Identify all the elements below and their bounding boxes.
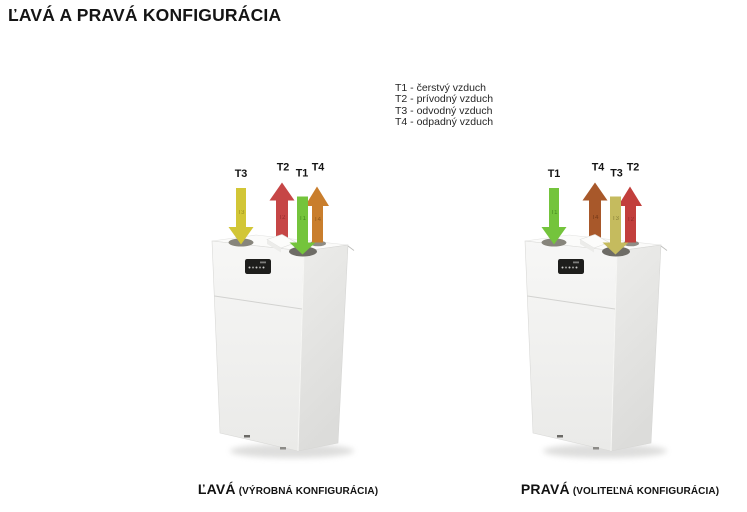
- right-unit-illustration: [509, 155, 679, 465]
- left-caption-main: ĽAVÁ: [197, 481, 236, 497]
- legend-line-t1: T1 - čerstvý vzduch: [395, 82, 487, 94]
- legend-line-t4: T4 - odpadný vzduch: [395, 116, 494, 129]
- right-caption-sub: (VOLITEĽNÁ KONFIGURÁCIA): [572, 486, 720, 497]
- page-title: ĽAVÁ A PRAVÁ KONFIGURÁCIA: [8, 5, 282, 25]
- unit-side-face: [298, 245, 348, 451]
- arrow-shaft-label: T2: [278, 215, 286, 221]
- unit-foot: [244, 435, 250, 438]
- arrow-label: T4: [311, 161, 325, 174]
- arrow-shaft-label: T2: [626, 217, 635, 223]
- arrow-shaft-label: T1: [550, 210, 558, 216]
- control-panel: [558, 259, 584, 274]
- left-arrow-up-slot2: [270, 183, 295, 239]
- arrow-label: T3: [234, 168, 248, 180]
- arrow-label: T2: [276, 161, 290, 174]
- arrow-label: T2: [626, 161, 640, 174]
- arrow-shaft-label: T1: [298, 216, 307, 222]
- arrow-label: T1: [295, 167, 309, 180]
- arrow-label: T1: [547, 168, 561, 180]
- left-unit-drawing: [196, 155, 366, 465]
- arrow-shaft-label: T3: [237, 210, 245, 216]
- arrow-shaft-label: T4: [313, 217, 322, 223]
- top-hook-wire: [348, 246, 354, 251]
- right-arrow-up-slot2: [583, 183, 608, 239]
- unit-foot: [280, 447, 286, 450]
- arrow-shaft-label: T3: [611, 216, 620, 222]
- control-panel: [245, 259, 271, 274]
- arrow-label: T3: [610, 167, 623, 180]
- unit-foot: [593, 447, 599, 450]
- left-unit-illustration: [196, 155, 366, 465]
- right-unit-drawing: [509, 155, 679, 465]
- top-hook-wire: [661, 246, 667, 251]
- arrow-label: T4: [591, 161, 605, 174]
- right-caption-main: PRAVÁ: [520, 481, 570, 497]
- left-caption: [155, 481, 421, 499]
- unit-foot: [557, 435, 563, 438]
- left-arrow-up-slot4: [305, 187, 329, 243]
- right-arrow-up-slot4: [618, 187, 642, 243]
- airflow-legend: [395, 83, 493, 129]
- left-caption-sub: (VÝROBNÁ KONFIGURÁCIA): [238, 486, 379, 497]
- right-caption: [487, 481, 747, 499]
- unit-side-face: [611, 245, 661, 451]
- legend-line-t2: T2 - prívodný vzduch: [395, 93, 494, 106]
- arrow-shaft-label: T4: [591, 215, 599, 221]
- legend-line-t3: T3 - odvodný vzduch: [395, 104, 493, 117]
